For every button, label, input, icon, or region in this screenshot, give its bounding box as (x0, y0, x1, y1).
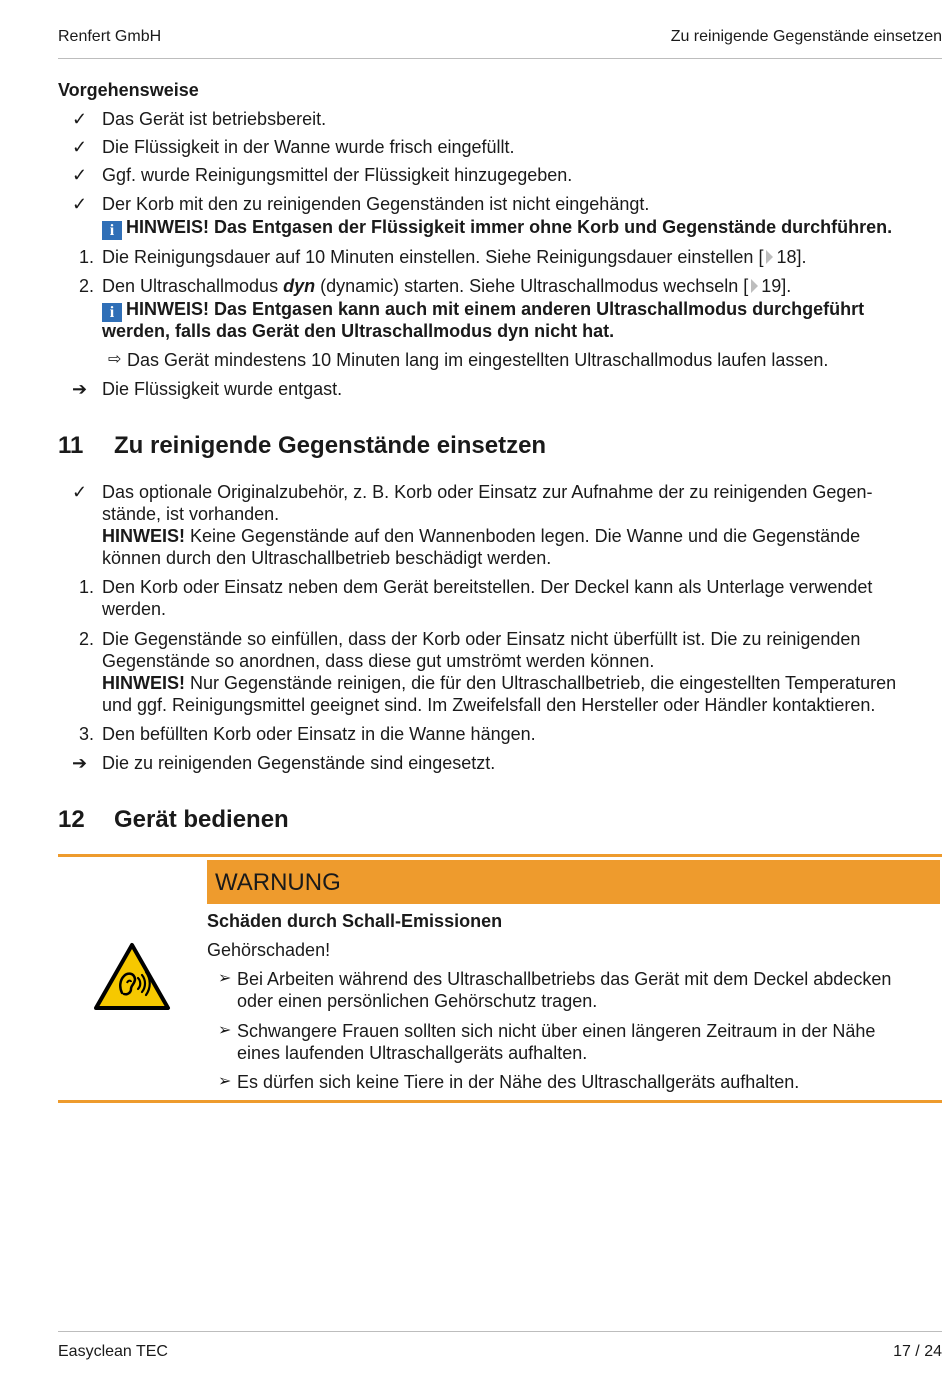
sub-arrow-icon: ⇨ (108, 351, 122, 368)
sub-step: Das Gerät mindestens 10 Minuten lang im eingestellten Ultraschallmodus laufen lassen. (127, 350, 829, 370)
step-number: 2. (78, 276, 94, 296)
section-number: 11 (58, 432, 84, 459)
step-1-cont: werden. (102, 599, 167, 619)
page-footer (58, 1331, 942, 1362)
note-mode-cont: werden, falls das Gerät den Ultraschallmodus dyn nicht hat. (102, 321, 615, 341)
procedure-result: Die Flüssigkeit wurde entgast. (102, 379, 343, 399)
page-number: 17 / 24 (893, 1343, 942, 1360)
bullet-arrow-icon: ➢ (218, 1073, 232, 1090)
info-icon: i (102, 303, 122, 322)
page-ref-link[interactable]: 18]. (776, 247, 807, 267)
bullet-arrow-icon: ➢ (218, 1022, 232, 1039)
prerequisite-note-cont: können durch den Ultraschallbetrieb beschädigt werden. (102, 548, 552, 568)
step-2-note: HINWEIS! Nur Gegenstände reinigen, die für den Ultraschallbetrieb, die eingestellten Temperaturen (102, 673, 897, 693)
section-title: Zu reinigende Gegenstände einsetzen (114, 432, 547, 459)
step-number: 3. (78, 724, 94, 744)
step-1: Den Korb oder Einsatz neben dem Gerät bereitstellen. Der Deckel kann als Unterlage verwendet (102, 577, 873, 597)
note-degassing: i HINWEIS! Das Entgasen der Flüssigkeit immer ohne Korb und Gegenstände durchführen. (102, 216, 892, 240)
warning-label: WARNUNG (215, 869, 341, 896)
step-number: 1. (78, 247, 94, 267)
note-mode: i HINWEIS! Das Entgasen kann auch mit einem anderen Ultraschallmodus durchgeführt (102, 298, 864, 322)
check-icon: ✓ (72, 482, 88, 502)
prerequisite-note: HINWEIS! Keine Gegenstände auf den Wannenboden legen. Die Wanne und die Gegenstände (102, 526, 861, 546)
precondition-4: Der Korb mit den zu reinigenden Gegenständen ist nicht eingehängt. (102, 194, 650, 214)
step-2-cont: Gegenstände so anordnen, dass diese gut umströmt werden können. (102, 651, 655, 671)
step-3: Den befüllten Korb oder Einsatz in die Wanne hängen. (102, 724, 536, 744)
bullet-arrow-icon: ➢ (218, 970, 232, 987)
page-ref-icon (766, 250, 773, 264)
section-result: Die zu reinigenden Gegenstände sind eingesetzt. (102, 753, 496, 773)
section-title: Gerät bedienen (114, 806, 289, 833)
info-icon: i (102, 221, 122, 240)
step-number: 1. (78, 577, 94, 597)
warning-heading: Schäden durch Schall-Emissionen (207, 911, 503, 931)
warning-top-rule (58, 854, 942, 857)
warning-bottom-rule (58, 1100, 942, 1103)
warning-banner (207, 860, 940, 904)
warning-measure-1: Bei Arbeiten während des Ultraschallbetriebs das Gerät mit dem Deckel abdecken (237, 969, 892, 989)
noise-hazard-icon (93, 942, 171, 1012)
procedure-title: Vorgehensweise (58, 80, 199, 100)
warning-measure-3: Es dürfen sich keine Tiere in der Nähe des Ultraschallgeräts aufhalten. (237, 1072, 800, 1092)
result-arrow-icon: ➔ (72, 379, 88, 399)
product-name: Easyclean TEC (58, 1343, 168, 1360)
header-section-title: Zu reinigende Gegenstände einsetzen (670, 28, 942, 45)
company-name: Renfert GmbH (58, 28, 162, 45)
warning-measure-2-cont: eines laufenden Ultraschallgeräts aufhalten. (237, 1043, 588, 1063)
check-icon: ✓ (72, 165, 88, 185)
page-ref-icon (751, 279, 758, 293)
step-1: Die Reinigungsdauer auf 10 Minuten einstellen. Siehe Reinigungsdauer einstellen [ 18]. (102, 247, 807, 267)
check-icon: ✓ (72, 109, 88, 129)
warning-consequence: Gehörschaden! (207, 940, 331, 960)
precondition-3: Ggf. wurde Reinigungsmittel der Flüssigkeit hinzugegeben. (102, 165, 573, 185)
precondition-2: Die Flüssigkeit in der Wanne wurde frisch eingefüllt. (102, 137, 515, 157)
check-icon: ✓ (72, 194, 88, 214)
section-number: 12 (58, 806, 85, 833)
page-ref-link[interactable]: 19]. (761, 276, 792, 296)
precondition-1: Das Gerät ist betriebsbereit. (102, 109, 327, 129)
step-2: Die Gegenstände so einfüllen, dass der Korb oder Einsatz nicht überfüllt ist. Die zu reinigenden (102, 629, 861, 649)
warning-measure-2: Schwangere Frauen sollten sich nicht über einen längeren Zeitraum in der Nähe (237, 1021, 876, 1041)
step-number: 2. (78, 629, 94, 649)
prerequisite: Das optionale Originalzubehör, z. B. Korb oder Einsatz zur Aufnahme der zu reinigenden Gegen- (102, 482, 873, 502)
step-2: Den Ultraschallmodus dyn (dynamic) starten. Siehe Ultraschallmodus wechseln [ 19]. (102, 276, 792, 296)
check-icon: ✓ (72, 137, 88, 157)
warning-measure-1-cont: oder einen persönlichen Gehörschutz tragen. (237, 991, 598, 1011)
step-2-note-cont: und ggf. Reinigungsmittel geeignet sind. Im Zweifelsfall den Hersteller oder Händler kontaktieren. (102, 695, 876, 715)
page-header (58, 28, 942, 59)
result-arrow-icon: ➔ (72, 753, 88, 773)
prerequisite-cont: stände, ist vorhanden. (102, 504, 280, 524)
